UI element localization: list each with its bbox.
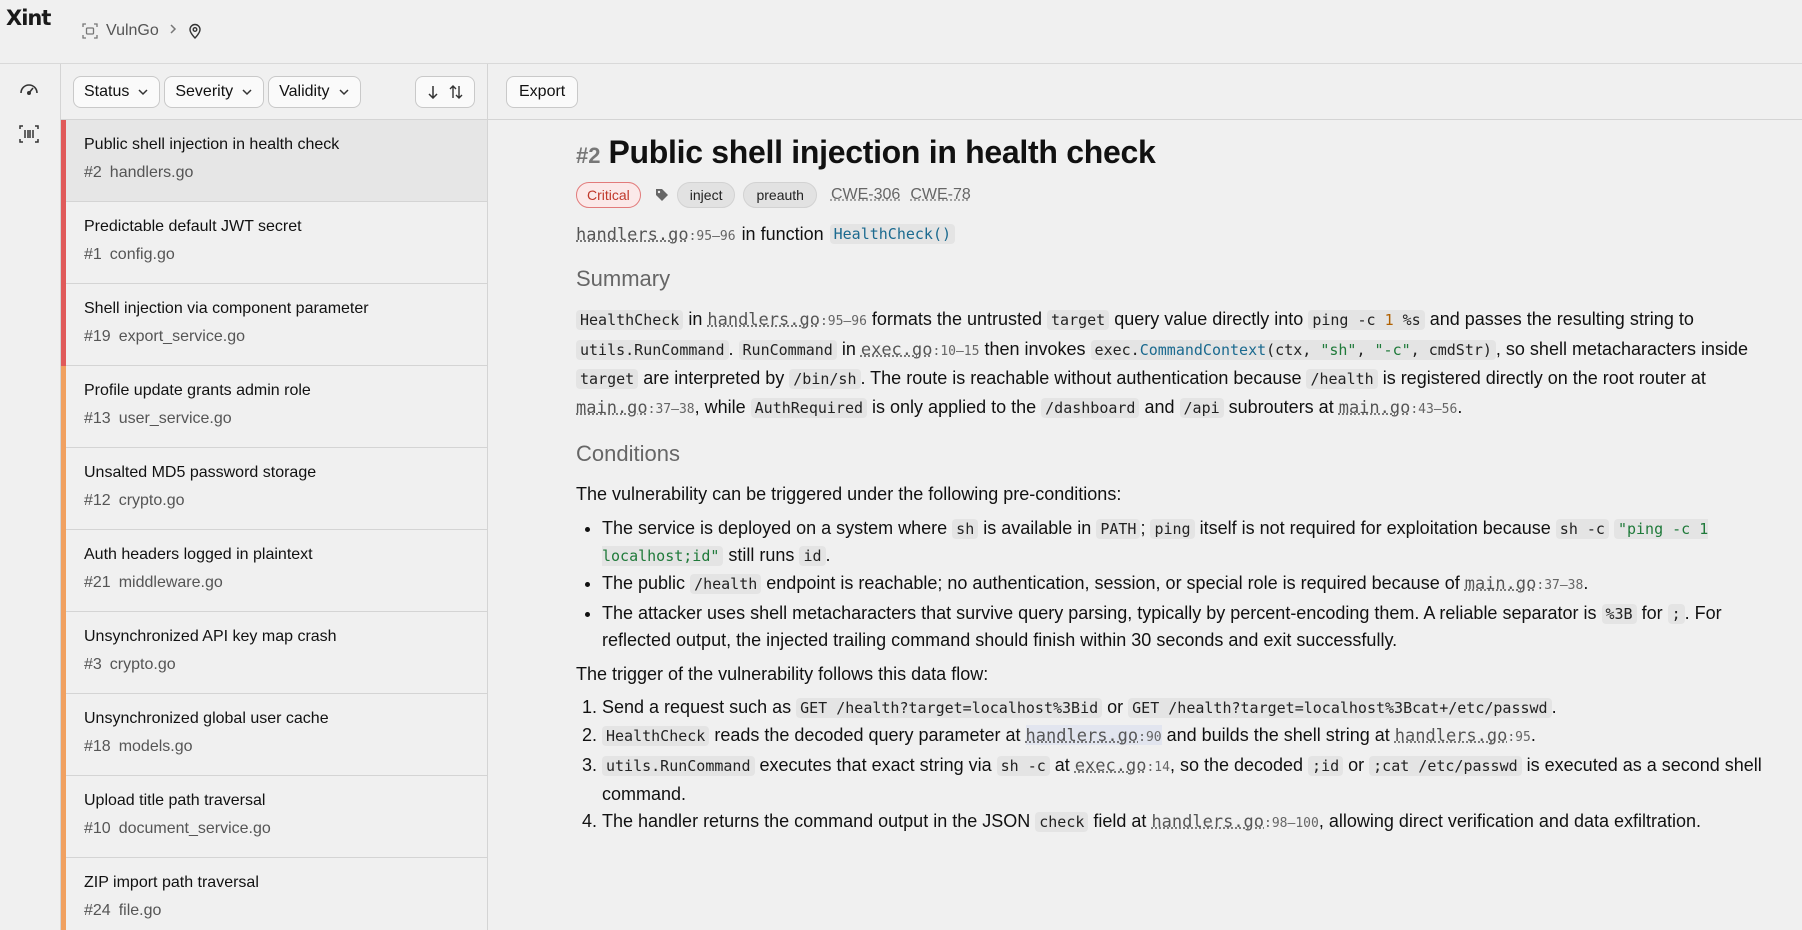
severity-filter[interactable] bbox=[164, 76, 264, 108]
code-part: , bbox=[1356, 340, 1375, 359]
detail-toolbar bbox=[488, 64, 1802, 120]
tag-chip[interactable]: inject bbox=[677, 182, 736, 208]
text-span: is only applied to the bbox=[867, 396, 1042, 417]
code-span: target bbox=[1047, 310, 1109, 330]
finding-title: Unsynchronized global user cache bbox=[84, 710, 329, 727]
text-span: , while bbox=[694, 396, 751, 417]
text-span: in bbox=[683, 309, 708, 329]
line-range: :10–15 bbox=[932, 343, 980, 359]
list-item bbox=[602, 694, 1776, 721]
text-span: or bbox=[1343, 755, 1370, 775]
code-span: id bbox=[799, 546, 825, 566]
summary-heading: Summary bbox=[576, 266, 671, 291]
list-item bbox=[602, 600, 1776, 653]
code-span: utils.RunCommand bbox=[602, 756, 755, 776]
finding-title: Public shell injection in health check bbox=[84, 136, 340, 153]
finding-item[interactable] bbox=[61, 858, 487, 930]
chevron-right-icon bbox=[167, 22, 179, 40]
finding-file: config.go bbox=[109, 246, 175, 263]
code-span: /dashboard bbox=[1041, 398, 1139, 418]
tag-icon bbox=[655, 188, 669, 202]
findings-list-panel bbox=[60, 64, 488, 930]
text-span: is available in bbox=[978, 517, 1097, 538]
code-span: PATH bbox=[1096, 519, 1140, 539]
file-link[interactable]: exec.go bbox=[860, 339, 933, 360]
text-span: . bbox=[1530, 725, 1536, 745]
text-span: . bbox=[1551, 697, 1557, 717]
line-range: :95–96 bbox=[688, 228, 736, 244]
location-pin-icon[interactable] bbox=[187, 23, 203, 39]
file-link[interactable]: handlers.go bbox=[1394, 726, 1508, 746]
summary-text bbox=[576, 306, 1776, 423]
text-span: formats the untrusted bbox=[866, 309, 1048, 329]
code-span: GET /health?target=localhost%3Bid bbox=[796, 698, 1102, 718]
line-range: :90 bbox=[1138, 730, 1162, 745]
line-range: :14 bbox=[1146, 760, 1170, 775]
line-range: :98–100 bbox=[1264, 816, 1319, 831]
file-link[interactable]: main.go bbox=[576, 397, 648, 418]
line-range: :95–96 bbox=[819, 314, 867, 329]
text-span: , so shell metacharacters inside bbox=[1495, 338, 1749, 359]
location-label: in function bbox=[741, 223, 824, 244]
text-span: then invokes bbox=[979, 338, 1091, 359]
text-span: . bbox=[1457, 396, 1463, 417]
finding-file: models.go bbox=[118, 738, 193, 755]
finding-item[interactable] bbox=[61, 284, 487, 366]
scan-icon bbox=[82, 23, 98, 39]
severity-indicator bbox=[61, 530, 66, 612]
findings-list bbox=[61, 120, 487, 930]
text-span: executes that exact string via bbox=[754, 755, 997, 775]
finding-detail-panel bbox=[488, 64, 1802, 930]
finding-heading bbox=[576, 134, 1776, 174]
text-span: query value directly into bbox=[1109, 309, 1309, 329]
code-part: %s bbox=[1393, 311, 1421, 329]
code-span: ping bbox=[1150, 519, 1194, 539]
file-link[interactable]: main.go bbox=[1338, 397, 1411, 418]
text-span: The service is deployed on a system where bbox=[602, 517, 953, 538]
text-span: or bbox=[1102, 697, 1129, 717]
finding-item[interactable] bbox=[61, 366, 487, 448]
breadcrumb-project[interactable]: VulnGo bbox=[106, 22, 159, 39]
code-span: sh -c bbox=[1556, 519, 1609, 539]
code-span: target bbox=[576, 369, 638, 389]
text-span: . bbox=[825, 544, 831, 565]
code-span: check bbox=[1035, 812, 1088, 832]
cwe-link[interactable]: CWE-78 bbox=[910, 186, 971, 203]
chevron-down-icon bbox=[137, 86, 149, 98]
location-line bbox=[576, 220, 1776, 248]
code-part: , cmdStr) bbox=[1410, 340, 1492, 359]
text-span: . For reflected output, the injected trailing command should finish within 30 seconds and exit successfully. bbox=[602, 602, 1722, 650]
finding-item[interactable] bbox=[61, 448, 487, 530]
code-span: /bin/sh bbox=[789, 369, 860, 389]
finding-title: ZIP import path traversal bbox=[84, 874, 259, 891]
line-range: :37–38 bbox=[647, 401, 695, 417]
text-span: and passes the resulting string to bbox=[1424, 309, 1694, 329]
text-span: The handler returns the command output in the JSON bbox=[602, 811, 1036, 831]
file-link[interactable]: handlers.go bbox=[1151, 812, 1265, 832]
arrow-down-icon bbox=[427, 85, 439, 99]
severity-indicator bbox=[61, 202, 66, 284]
file-link[interactable]: handlers.go bbox=[576, 224, 689, 245]
code-span: ;id bbox=[1308, 756, 1343, 776]
list-item bbox=[602, 752, 1776, 807]
code-part: CommandContext bbox=[1139, 340, 1267, 359]
status-filter-label: Status bbox=[84, 82, 130, 100]
code-span: %3B bbox=[1602, 604, 1637, 624]
text-span: still runs bbox=[723, 544, 800, 565]
line-range: :37–38 bbox=[1536, 577, 1584, 593]
text-span: Send a request such as bbox=[602, 697, 797, 717]
severity-indicator bbox=[61, 120, 66, 202]
top-bar bbox=[0, 0, 1802, 64]
code-part: (ctx, bbox=[1266, 340, 1321, 359]
file-link[interactable]: exec.go bbox=[1074, 756, 1147, 776]
list-item bbox=[602, 515, 1776, 569]
finding-number: #1 bbox=[84, 246, 102, 263]
text-span: is executed as a second shell command. bbox=[602, 755, 1762, 804]
finding-item[interactable] bbox=[61, 776, 487, 858]
nav-rail bbox=[0, 64, 60, 930]
finding-number: #3 bbox=[84, 656, 102, 673]
list-item bbox=[602, 722, 1776, 751]
code-span: ; bbox=[1668, 604, 1685, 624]
severity-indicator bbox=[61, 612, 66, 694]
severity-filter-label: Severity bbox=[175, 82, 234, 100]
finding-title: Upload title path traversal bbox=[84, 792, 266, 809]
finding-file: handlers.go bbox=[109, 164, 194, 181]
finding-title: Unsalted MD5 password storage bbox=[84, 464, 317, 481]
function-name: HealthCheck() bbox=[830, 224, 955, 244]
finding-file: export_service.go bbox=[118, 328, 245, 345]
finding-number: #18 bbox=[84, 738, 111, 755]
code-span: ;cat /etc/passwd bbox=[1369, 756, 1522, 776]
text-span: and bbox=[1139, 396, 1180, 417]
finding-number: #19 bbox=[84, 328, 111, 345]
breadcrumb bbox=[82, 19, 203, 43]
code-part: "-c" bbox=[1374, 340, 1411, 359]
validity-filter-label: Validity bbox=[279, 82, 330, 100]
text-span: reads the decoded query parameter at bbox=[709, 725, 1026, 745]
text-span: at bbox=[1049, 755, 1075, 775]
detail-body bbox=[576, 120, 1776, 838]
filter-bar bbox=[61, 64, 487, 120]
chevron-down-icon bbox=[241, 86, 253, 98]
finding-item[interactable] bbox=[61, 530, 487, 612]
line-range: :95 bbox=[1507, 730, 1531, 745]
severity-indicator bbox=[61, 694, 66, 776]
finding-title: Shell injection via component parameter bbox=[84, 300, 369, 317]
conditions-list bbox=[576, 515, 1776, 653]
text-span: The attacker uses shell metacharacters that survive query parsing, typically by percent-encoding them. A reliable separator is bbox=[602, 602, 1602, 623]
file-link[interactable]: handlers.go bbox=[707, 310, 820, 330]
text-span: endpoint is reachable; no authentication, session, or special role is required because of bbox=[761, 572, 1465, 593]
text-span: . The route is reachable without authentication because bbox=[860, 368, 1307, 388]
chevron-down-icon bbox=[338, 86, 350, 98]
text-span: are interpreted by bbox=[638, 368, 790, 388]
finding-title: Profile update grants admin role bbox=[84, 382, 311, 399]
list-item bbox=[602, 808, 1776, 837]
export-button[interactable]: Export bbox=[506, 76, 578, 108]
app-logo[interactable]: Xint bbox=[6, 6, 51, 30]
validity-filter[interactable] bbox=[268, 76, 360, 108]
severity-indicator bbox=[61, 284, 66, 366]
code-part: exec. bbox=[1094, 340, 1140, 359]
code-span: HealthCheck bbox=[602, 726, 709, 746]
text-span: subrouters at bbox=[1223, 396, 1339, 417]
cwe-link[interactable]: CWE-306 bbox=[830, 186, 901, 203]
status-filter[interactable] bbox=[73, 76, 160, 108]
finding-file: document_service.go bbox=[118, 820, 271, 837]
code-span: sh -c bbox=[997, 756, 1050, 776]
file-link[interactable]: handlers.go bbox=[1025, 726, 1139, 746]
code-span: utils.RunCommand bbox=[576, 340, 729, 360]
text-span: is registered directly on the root router at bbox=[1377, 368, 1706, 388]
severity-indicator bbox=[61, 776, 66, 858]
finding-item[interactable] bbox=[61, 120, 487, 202]
finding-number: #2 bbox=[84, 164, 102, 181]
finding-file: file.go bbox=[118, 902, 162, 919]
finding-title: Unsynchronized API key map crash bbox=[84, 628, 337, 645]
text-span: . bbox=[728, 338, 739, 359]
code-span: AuthRequired bbox=[751, 398, 867, 418]
code-span: /health bbox=[1306, 369, 1377, 389]
sort-arrows-icon bbox=[449, 85, 463, 99]
code-span: sh bbox=[952, 519, 978, 539]
code-span: HealthCheck bbox=[576, 310, 683, 330]
code-span: RunCommand bbox=[739, 340, 837, 360]
flow-intro: The trigger of the vulnerability follows this data flow: bbox=[576, 663, 989, 684]
conditions-intro: The vulnerability can be triggered under the following pre-conditions: bbox=[576, 484, 1122, 504]
finding-number: #21 bbox=[84, 574, 111, 591]
finding-number: #12 bbox=[84, 492, 111, 509]
finding-item[interactable] bbox=[61, 612, 487, 694]
text-span: ; bbox=[1140, 517, 1151, 538]
sort-button[interactable] bbox=[415, 76, 475, 108]
text-span: in bbox=[836, 338, 861, 359]
severity-indicator bbox=[61, 448, 66, 530]
file-link[interactable]: main.go bbox=[1464, 573, 1537, 594]
code-span bbox=[1091, 340, 1496, 360]
finding-title: Auth headers logged in plaintext bbox=[84, 546, 313, 563]
finding-item[interactable] bbox=[61, 694, 487, 776]
flow-list bbox=[576, 694, 1776, 837]
speedometer-icon[interactable] bbox=[17, 76, 41, 100]
finding-file: crypto.go bbox=[118, 492, 185, 509]
finding-file: middleware.go bbox=[118, 574, 223, 591]
text-span: . bbox=[1583, 572, 1589, 593]
finding-file: crypto.go bbox=[109, 656, 176, 673]
code-span bbox=[1308, 310, 1424, 330]
finding-file: user_service.go bbox=[118, 410, 232, 427]
finding-number: #10 bbox=[84, 820, 111, 837]
tag-row bbox=[576, 180, 1776, 210]
code-part: ping -c bbox=[1312, 311, 1385, 329]
code-part: "sh" bbox=[1320, 340, 1357, 359]
text-span: field at bbox=[1088, 811, 1152, 831]
finding-heading-number: #2 bbox=[576, 143, 601, 168]
code-part: 1 bbox=[1384, 311, 1394, 329]
text-span: , allowing direct verification and data exfiltration. bbox=[1318, 811, 1702, 831]
severity-indicator bbox=[61, 366, 66, 448]
finding-number: #24 bbox=[84, 902, 111, 919]
text-span: for bbox=[1636, 602, 1668, 623]
text-span: The public bbox=[602, 572, 691, 593]
finding-number: #13 bbox=[84, 410, 111, 427]
text-span: , so the decoded bbox=[1169, 755, 1309, 775]
tag-chip[interactable]: preauth bbox=[743, 182, 816, 208]
finding-item[interactable] bbox=[61, 202, 487, 284]
code-span: /health bbox=[690, 574, 761, 594]
severity-indicator bbox=[61, 858, 66, 930]
page-title: Public shell injection in health check bbox=[608, 134, 1156, 170]
code-span: /api bbox=[1180, 398, 1224, 418]
text-span: and builds the shell string at bbox=[1161, 725, 1395, 745]
barcode-scan-icon[interactable] bbox=[17, 122, 41, 146]
line-range: :43–56 bbox=[1410, 401, 1458, 417]
code-span: "ping -c 1 localhost;id" bbox=[602, 519, 1709, 565]
conditions-heading: Conditions bbox=[576, 441, 680, 466]
severity-badge[interactable]: Critical bbox=[576, 182, 641, 208]
list-item bbox=[602, 570, 1776, 599]
finding-title: Predictable default JWT secret bbox=[84, 218, 302, 235]
code-span: GET /health?target=localhost%3Bcat+/etc/passwd bbox=[1128, 698, 1551, 718]
text-span: itself is not required for exploitation because bbox=[1194, 517, 1556, 538]
